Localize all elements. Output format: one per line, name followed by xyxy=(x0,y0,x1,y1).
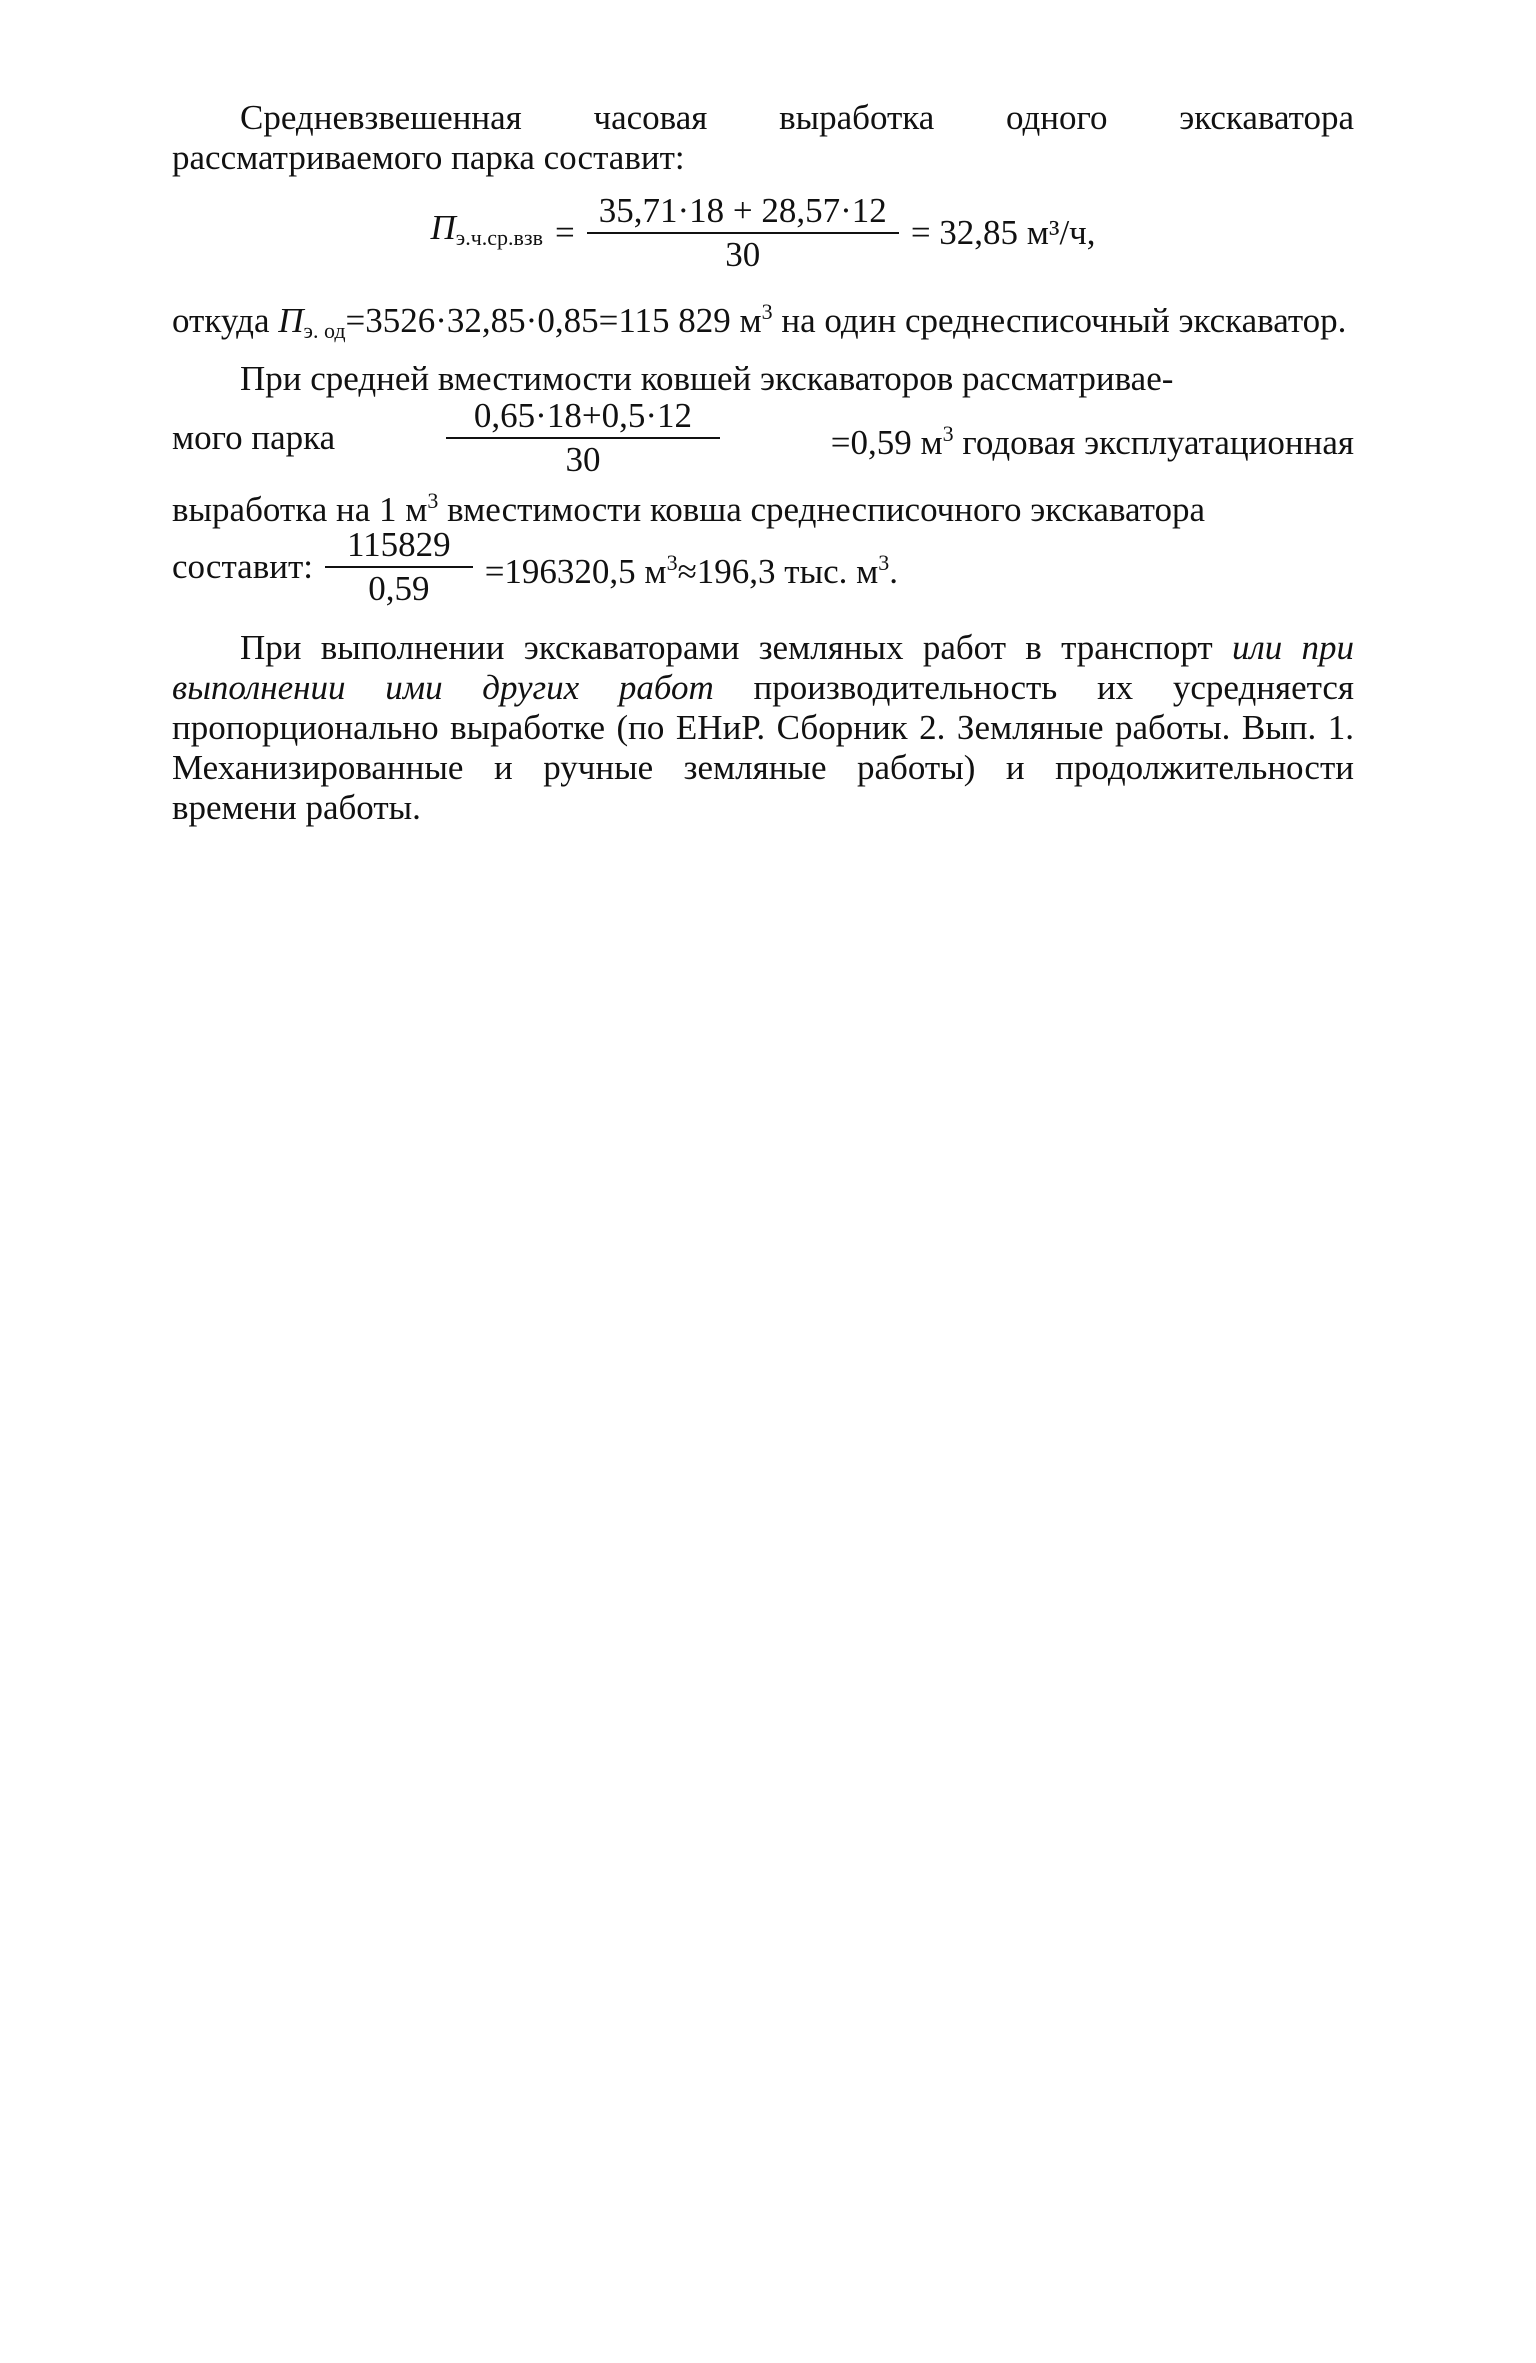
formula-symbol: П xyxy=(430,208,456,247)
formula-lhs xyxy=(430,208,543,258)
final-result xyxy=(485,543,898,592)
output-symbol: П xyxy=(278,301,304,340)
bucket-result: =0,59 м xyxy=(830,422,943,462)
bucket-fraction xyxy=(446,397,720,479)
document-body xyxy=(172,98,1354,828)
formula-subscript: э.ч.ср.взв xyxy=(455,225,543,250)
output-subscript: э. од xyxy=(303,318,346,343)
final-result-power: 3 xyxy=(666,549,678,575)
formula-fraction xyxy=(587,192,899,274)
bucket-result-tail: годовая эксплуатационная xyxy=(953,422,1354,462)
bucket-final-line xyxy=(172,526,1354,608)
final-prefix: составит: xyxy=(172,547,313,586)
bucket-output-text-a: выработка на 1 м xyxy=(172,490,428,529)
output-unit-power: 3 xyxy=(761,299,773,324)
final-fraction xyxy=(325,526,473,608)
paragraph-bucket-capacity xyxy=(172,359,1354,399)
averaging-text-start: При выполнении экскаваторами земляных работ в транспорт xyxy=(240,628,1232,667)
final-approx-value: ≈196,3 тыс. м xyxy=(677,551,879,591)
output-calculation: =3526·32,85·0,85=115 829 м xyxy=(345,301,762,340)
averaging-text-end: производительность их усредняется пропорционально выработке (по ЕНиР. Сборник 2. Земляные работы. Вып. 1. Механизированные и ручные земляные работы) и продолжительности времени работы. xyxy=(172,668,1354,827)
final-result-value: =196320,5 м xyxy=(484,551,667,591)
paragraph-annual-output xyxy=(172,292,1354,351)
formula-denominator: 30 xyxy=(725,235,761,274)
bucket-output-power: 3 xyxy=(427,488,439,513)
bucket-before-fraction: мого парка xyxy=(172,418,336,457)
bucket-formula-line xyxy=(172,397,1354,479)
averaging-text-italic: или при выполнении ими других работ xyxy=(172,628,1354,707)
formula-equals: = xyxy=(555,213,575,252)
bucket-line-start: При средней вместимости ковшей экскаваторов рассматривае- xyxy=(240,359,1174,398)
paragraph-weighted-output xyxy=(172,98,1354,178)
formula-result: = 32,85 м³/ч, xyxy=(910,213,1096,252)
bucket-after-fraction xyxy=(831,414,1354,463)
final-period: . xyxy=(889,551,899,591)
paragraph-prefix: откуда xyxy=(172,301,270,340)
bucket-fraction-denominator: 30 xyxy=(565,440,601,479)
final-fraction-denominator: 0,59 xyxy=(368,569,430,608)
final-approx-power: 3 xyxy=(878,549,890,575)
output-tail: на один среднесписочный экскаватор. xyxy=(772,301,1347,340)
formula-numerator: 35,71·18 + 28,57·12 xyxy=(587,192,899,234)
bucket-output-text-b: вместимости ковша среднесписочного экскаватора xyxy=(438,490,1206,529)
paragraph-averaging xyxy=(172,628,1354,828)
bucket-output-line xyxy=(172,481,1354,530)
formula-weighted-hourly-output xyxy=(172,192,1354,274)
paragraph-text: Средневзвешенная часовая выработка одного экскаватора рассматриваемого парка составит: xyxy=(172,98,1354,177)
final-fraction-numerator: 115829 xyxy=(325,526,473,568)
bucket-unit-power: 3 xyxy=(942,420,954,446)
bucket-fraction-numerator: 0,65·18+0,5·12 xyxy=(446,397,720,439)
